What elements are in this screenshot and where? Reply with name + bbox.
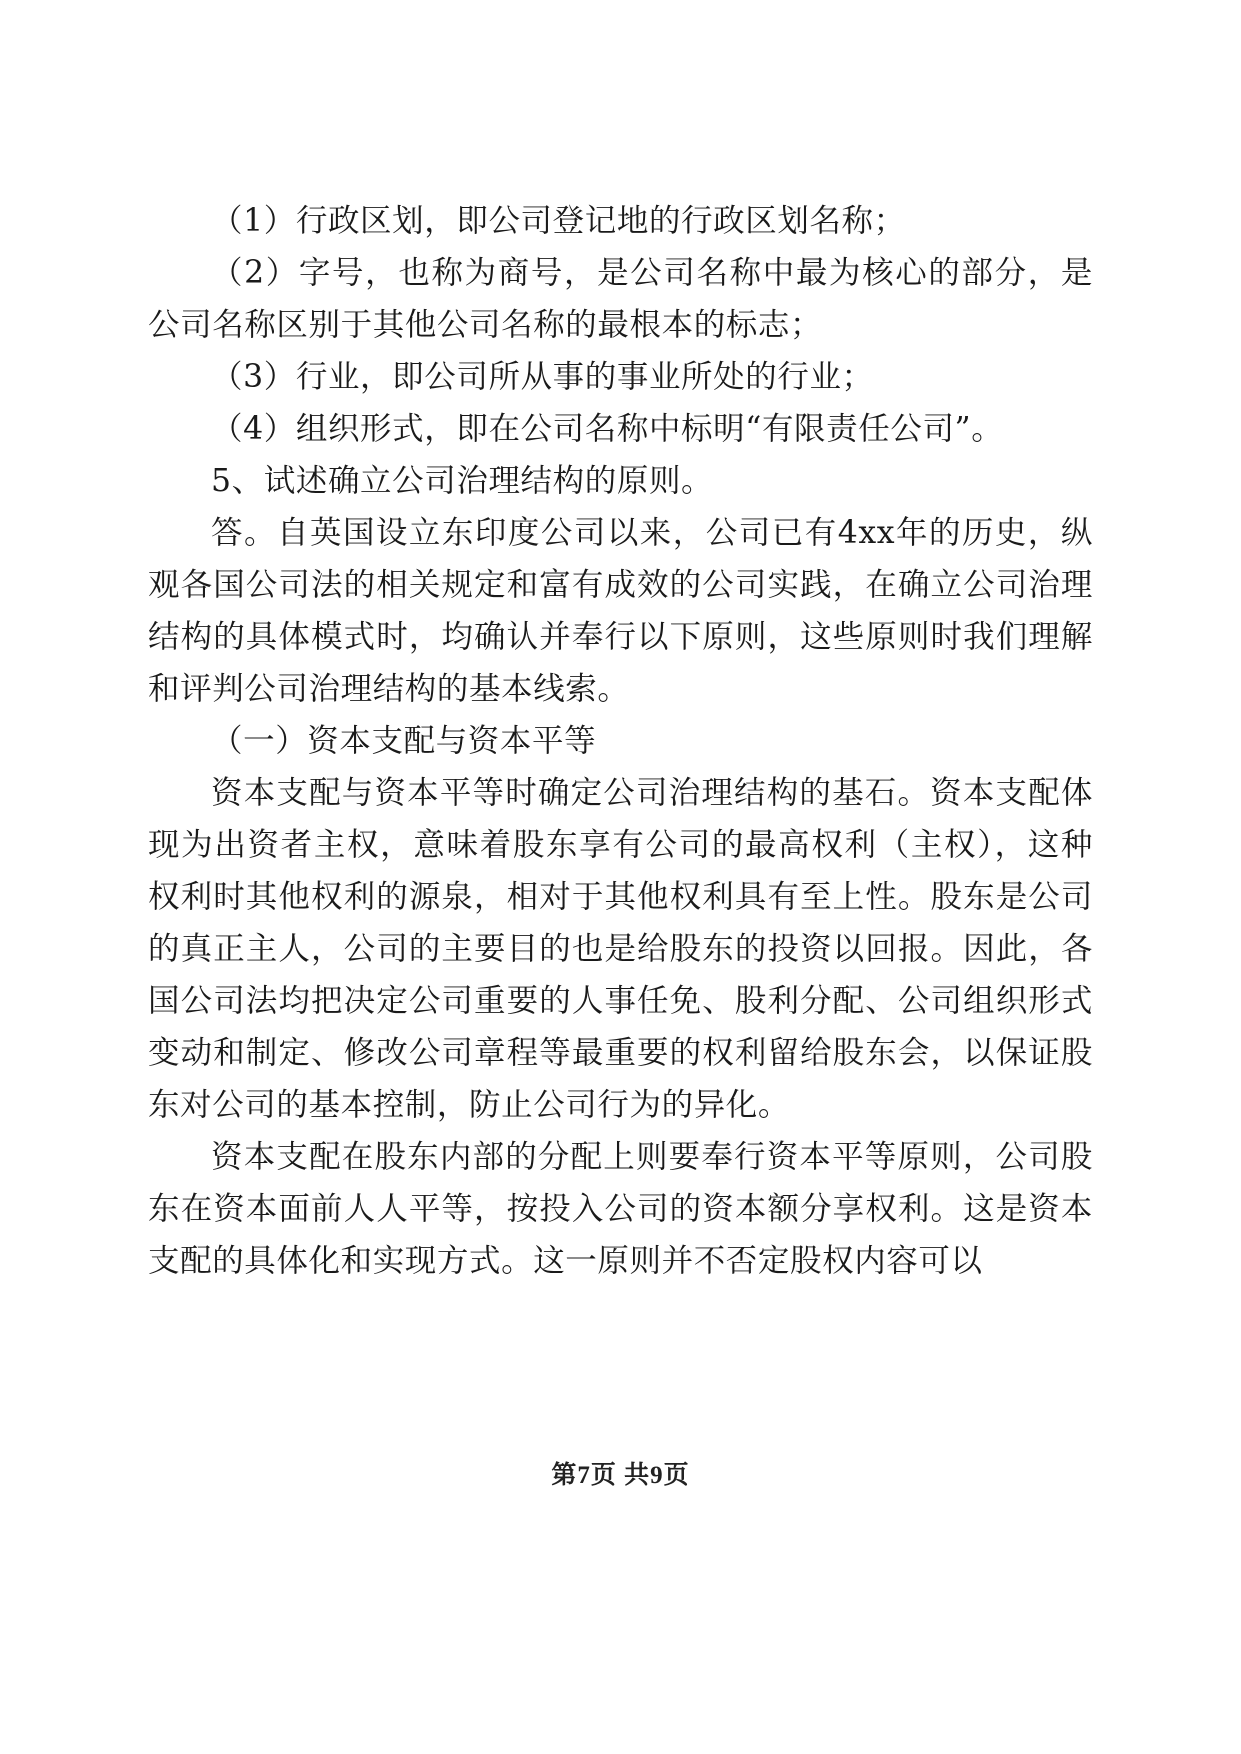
page-footer: 第7页 共9页 [551,1462,690,1489]
document-body [148,195,1093,1287]
paragraph-section-body-1: 资本支配与资本平等时确定公司治理结构的基石。资本支配体现为出资者主权，意味着股东享有公司的最高权利（主权），这种权利时其他权利的源泉，相对于其他权利具有至上性。股东是公司的真正主人，公司的主要目的也是给股东的投资以回报。因此，各国公司法均把决定公司重要的人事任免、股利分配、公司组织形式变动和制定、修改公司章程等最重要的权利留给股东会，以保证股东对公司的基本控制，防止公司行为的异化。 [148,775,1093,1123]
paragraph-section-body-2: 资本支配在股东内部的分配上则要奉行资本平等原则，公司股东在资本面前人人平等，按投入公司的资本额分享权利。这是资本支配的具体化和实现方式。这一原则并不否定股权内容可以 [148,1139,1093,1279]
paragraph-question-5: 5、试述确立公司治理结构的原则。 [211,463,714,499]
paragraph-2: （2）字号，也称为商号，是公司名称中最为核心的部分，是公司名称区别于其他公司名称的最根本的标志； [148,255,1093,343]
paragraph-1: （1）行政区划，即公司登记地的行政区划名称； [211,203,906,239]
paragraph-section-heading: （一）资本支配与资本平等 [211,723,597,759]
paragraph-4: （4）组织形式，即在公司名称中标明“有限责任公司”。 [211,411,1004,447]
paragraph-3: （3）行业，即公司所从事的事业所处的行业； [211,359,874,395]
paragraph-answer: 答。自英国设立东印度公司以来，公司已有4xx年的历史，纵观各国公司法的相关规定和富有成效的公司实践，在确立公司治理结构的具体模式时，均确认并奉行以下原则，这些原则时我们理解和评判公司治理结构的基本线索。 [148,515,1093,707]
